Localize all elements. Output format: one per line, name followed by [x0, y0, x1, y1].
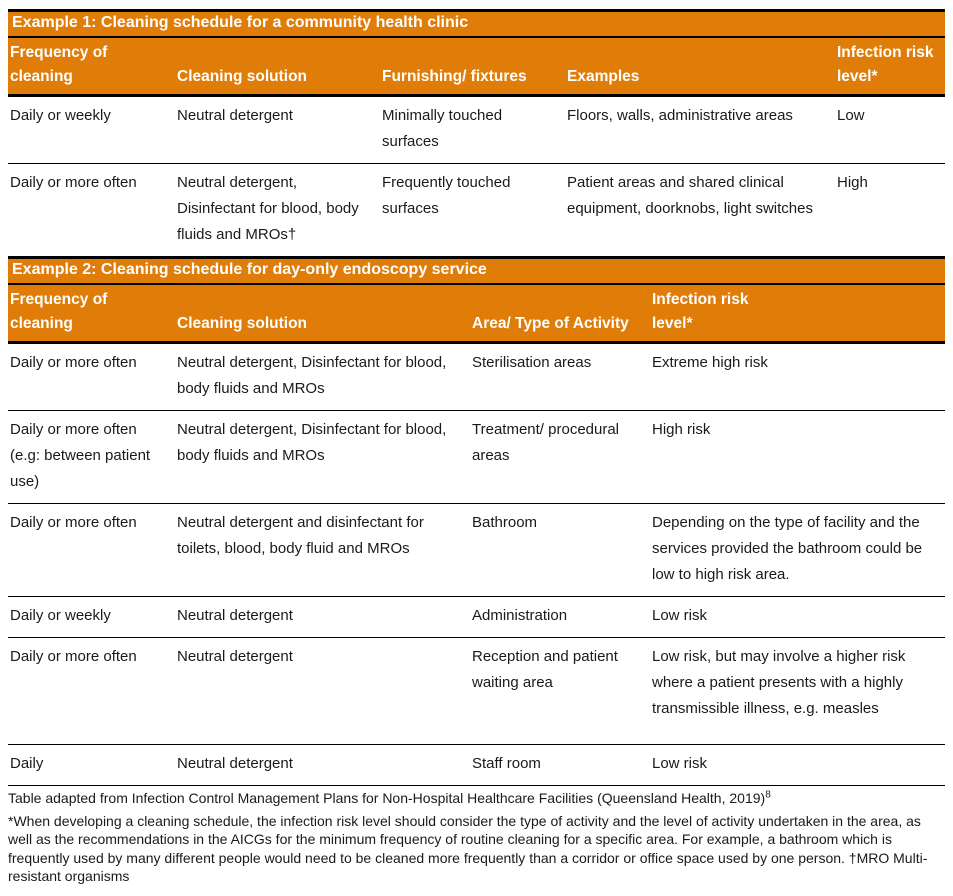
cell-area: Sterilisation areas [470, 343, 650, 411]
cell-examples: Patient areas and shared clinical equipment, doorknobs, light switches [567, 174, 813, 217]
table1-col-risk: Infection risk level* [835, 38, 945, 96]
cell-furnishing: Minimally touched surfaces [380, 96, 565, 164]
table-row [8, 411, 945, 504]
table-row [8, 343, 945, 411]
cell-area: Administration [470, 597, 650, 638]
cell-area: Reception and patient waiting area [470, 638, 650, 745]
cell-risk: High risk [650, 411, 945, 504]
footnotes [8, 789, 945, 886]
table1-header-row [8, 38, 945, 96]
table-row [8, 504, 945, 597]
cell-furnishing: Frequently touched surfaces [382, 174, 511, 217]
source-note [8, 789, 945, 808]
cell-examples: Floors, walls, administrative areas [565, 96, 835, 164]
cell-frequency: Daily or weekly [8, 597, 175, 638]
cell-solution: Neutral detergent, Disinfectant for blood, body fluids and MROs† [177, 174, 359, 243]
asterisk-note: *When developing a cleaning schedule, the infection risk level should consider the type of activity and the level of activity undertaken in the area, as well as the recommendations in the AICGs for the minimum frequency of routine cleaning for a specific area. For example, a bathroom which is frequently used by many different people would need to be cleaned more frequently than a corridor or office space used by one person. †MRO Multi-resistant organisms [8, 812, 928, 884]
table1-col-solution: Cleaning solution [175, 38, 380, 96]
cell-frequency: Daily [8, 745, 175, 786]
source-note-text: Table adapted from Infection Control Management Plans for Non-Hospital Healthcare Facilities (Queensland Health, 2019) [8, 790, 766, 806]
table1-title-bar [8, 9, 945, 38]
cell-risk: Extreme high risk [650, 343, 945, 411]
cell-solution: Neutral detergent [175, 638, 470, 745]
source-reference-superscript: 8 [765, 789, 771, 801]
cell-frequency: Daily or more often [8, 638, 175, 745]
table-row [8, 164, 945, 257]
table2-title-bar [8, 256, 945, 285]
cell-frequency: Daily or more often (e.g: between patient use) [8, 411, 175, 504]
table-row [8, 745, 945, 786]
cell-risk: Low risk, but may involve a higher risk where a patient presents with a highly transmissible illness, e.g. measles [650, 638, 945, 745]
cell-frequency: Daily or more often [10, 174, 137, 191]
cell-area: Treatment/ procedural areas [470, 411, 650, 504]
cell-solution: Neutral detergent, Disinfectant for blood, body fluids and MROs [175, 343, 470, 411]
cell-solution: Neutral detergent [175, 745, 470, 786]
cell-frequency: Daily or more often [8, 504, 175, 597]
table1-cleaning-schedule-clinic [8, 38, 945, 256]
table1-col-examples: Examples [565, 38, 835, 96]
table1-col-frequency: Frequency of cleaning [8, 38, 175, 96]
table2-col-risk: Infection risk level* [650, 285, 945, 343]
table2-cleaning-schedule-endoscopy [8, 285, 945, 786]
table2-header-row [8, 285, 945, 343]
table-row [8, 96, 945, 164]
cell-solution: Neutral detergent, Disinfectant for blood, body fluids and MROs [175, 411, 470, 504]
cell-frequency: Daily or weekly [8, 96, 175, 164]
cell-risk: Low risk [650, 597, 945, 638]
table2-title: Example 2: Cleaning schedule for day-only endoscopy service [12, 261, 487, 278]
cell-risk: Low risk [650, 745, 945, 786]
cell-risk: High [837, 174, 868, 191]
cell-frequency: Daily or more often [8, 343, 175, 411]
table1-col-furnishing: Furnishing/ fixtures [380, 38, 565, 96]
cell-solution: Neutral detergent [175, 597, 470, 638]
cell-risk: Low [835, 96, 945, 164]
cell-solution: Neutral detergent and disinfectant for toilets, blood, body fluid and MROs [175, 504, 470, 597]
table-row [8, 597, 945, 638]
cell-area: Staff room [470, 745, 650, 786]
table2-col-solution: Cleaning solution [175, 285, 470, 343]
table2-col-frequency: Frequency of cleaning [8, 285, 175, 343]
cell-area: Bathroom [470, 504, 650, 597]
table1-title: Example 1: Cleaning schedule for a community health clinic [12, 14, 469, 31]
cell-risk: Depending on the type of facility and the services provided the bathroom could be low to high risk area. [650, 504, 945, 597]
table2-col-area: Area/ Type of Activity [470, 285, 650, 343]
table-row [8, 638, 945, 745]
cell-solution: Neutral detergent [175, 96, 380, 164]
